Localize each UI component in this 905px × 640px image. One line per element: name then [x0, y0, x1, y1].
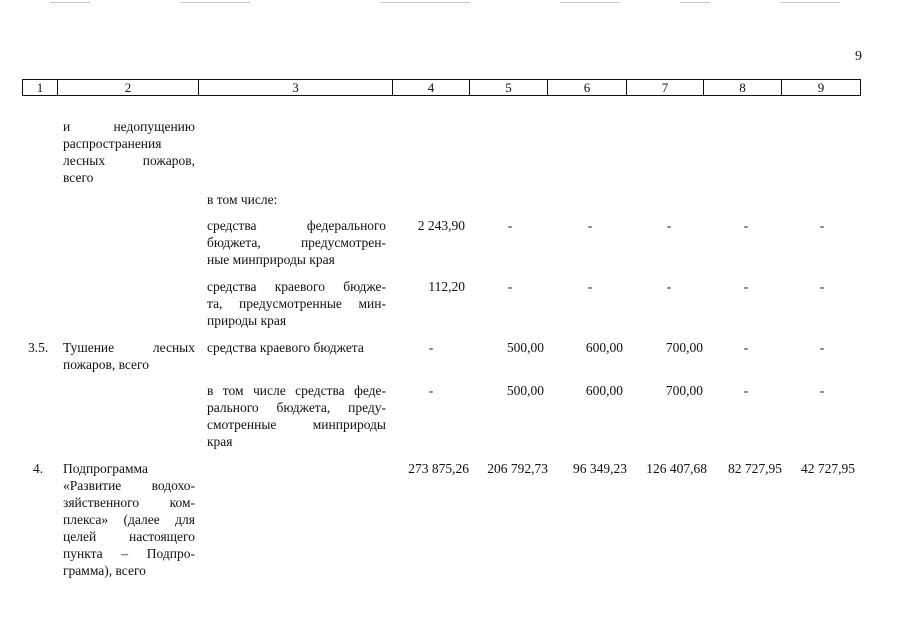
value-cell: - — [587, 218, 593, 233]
col-header-9: 9 — [782, 80, 861, 96]
row-number: 3.5. — [28, 340, 49, 355]
value-cell: - — [428, 340, 434, 355]
subitem-including-label: в том числе: — [207, 192, 278, 207]
value-cell: - — [819, 279, 825, 294]
value-cell: - — [819, 218, 825, 233]
value-cell: - — [819, 340, 825, 355]
col-header-5: 5 — [470, 80, 548, 96]
value-cell: 273 875,26 — [408, 461, 469, 476]
col-header-1: 1 — [23, 80, 58, 96]
source-regional-budget: средства краевого бюдже- та, предусмотренные мин- природы края — [207, 279, 386, 328]
value-cell: - — [666, 218, 672, 233]
col-header-8: 8 — [704, 80, 782, 96]
value-cell: - — [587, 279, 593, 294]
value-cell: 700,00 — [665, 340, 703, 355]
value-cell: 500,00 — [506, 340, 544, 355]
page-number: 9 — [855, 49, 862, 64]
value-cell: - — [666, 279, 672, 294]
value-cell: 600,00 — [585, 383, 623, 398]
item-name-fire-suppression: Тушение лесных пожаров, всего — [63, 340, 195, 372]
scan-artifacts — [0, 0, 905, 6]
column-number-header — [22, 79, 861, 96]
value-cell: - — [507, 279, 513, 294]
value-cell: - — [743, 340, 749, 355]
value-cell: 500,00 — [506, 383, 544, 398]
value-cell: 206 792,73 — [487, 461, 548, 476]
value-cell: - — [507, 218, 513, 233]
value-cell: 96 349,23 — [573, 461, 627, 476]
value-cell: 82 727,95 — [728, 461, 782, 476]
value-cell: - — [819, 383, 825, 398]
source-federal-budget: в том числе средства феде- рального бюджета, преду- смотренные минприроды края — [207, 383, 386, 449]
value-cell: 2 243,90 — [417, 218, 465, 233]
col-header-4: 4 — [393, 80, 470, 96]
value-cell: - — [428, 383, 434, 398]
value-cell: - — [743, 383, 749, 398]
col-header-7: 7 — [627, 80, 704, 96]
item-name-water-subprogram: Подпрограмма «Развитие водохо- зяйственного ком- плекса» (далее для целей настоящего пункта – Подпро- грамма), всего — [63, 461, 195, 578]
row-number: 4. — [33, 461, 44, 476]
col-header-6: 6 — [548, 80, 627, 96]
value-cell: 600,00 — [585, 340, 623, 355]
source-federal-budget: средства федерального бюджета, предусмотрен- ные минприроды края — [207, 218, 386, 267]
col-header-3: 3 — [199, 80, 393, 96]
col-header-2: 2 — [58, 80, 199, 96]
source-regional-budget: средства краевого бюджета — [207, 340, 364, 355]
value-cell: 126 407,68 — [646, 461, 707, 476]
continued-item-name: и недопущению распространения лесных пожаров, всего — [63, 119, 195, 185]
value-cell: 112,20 — [428, 279, 465, 294]
value-cell: - — [743, 218, 749, 233]
value-cell: 42 727,95 — [801, 461, 855, 476]
value-cell: 700,00 — [665, 383, 703, 398]
value-cell: - — [743, 279, 749, 294]
